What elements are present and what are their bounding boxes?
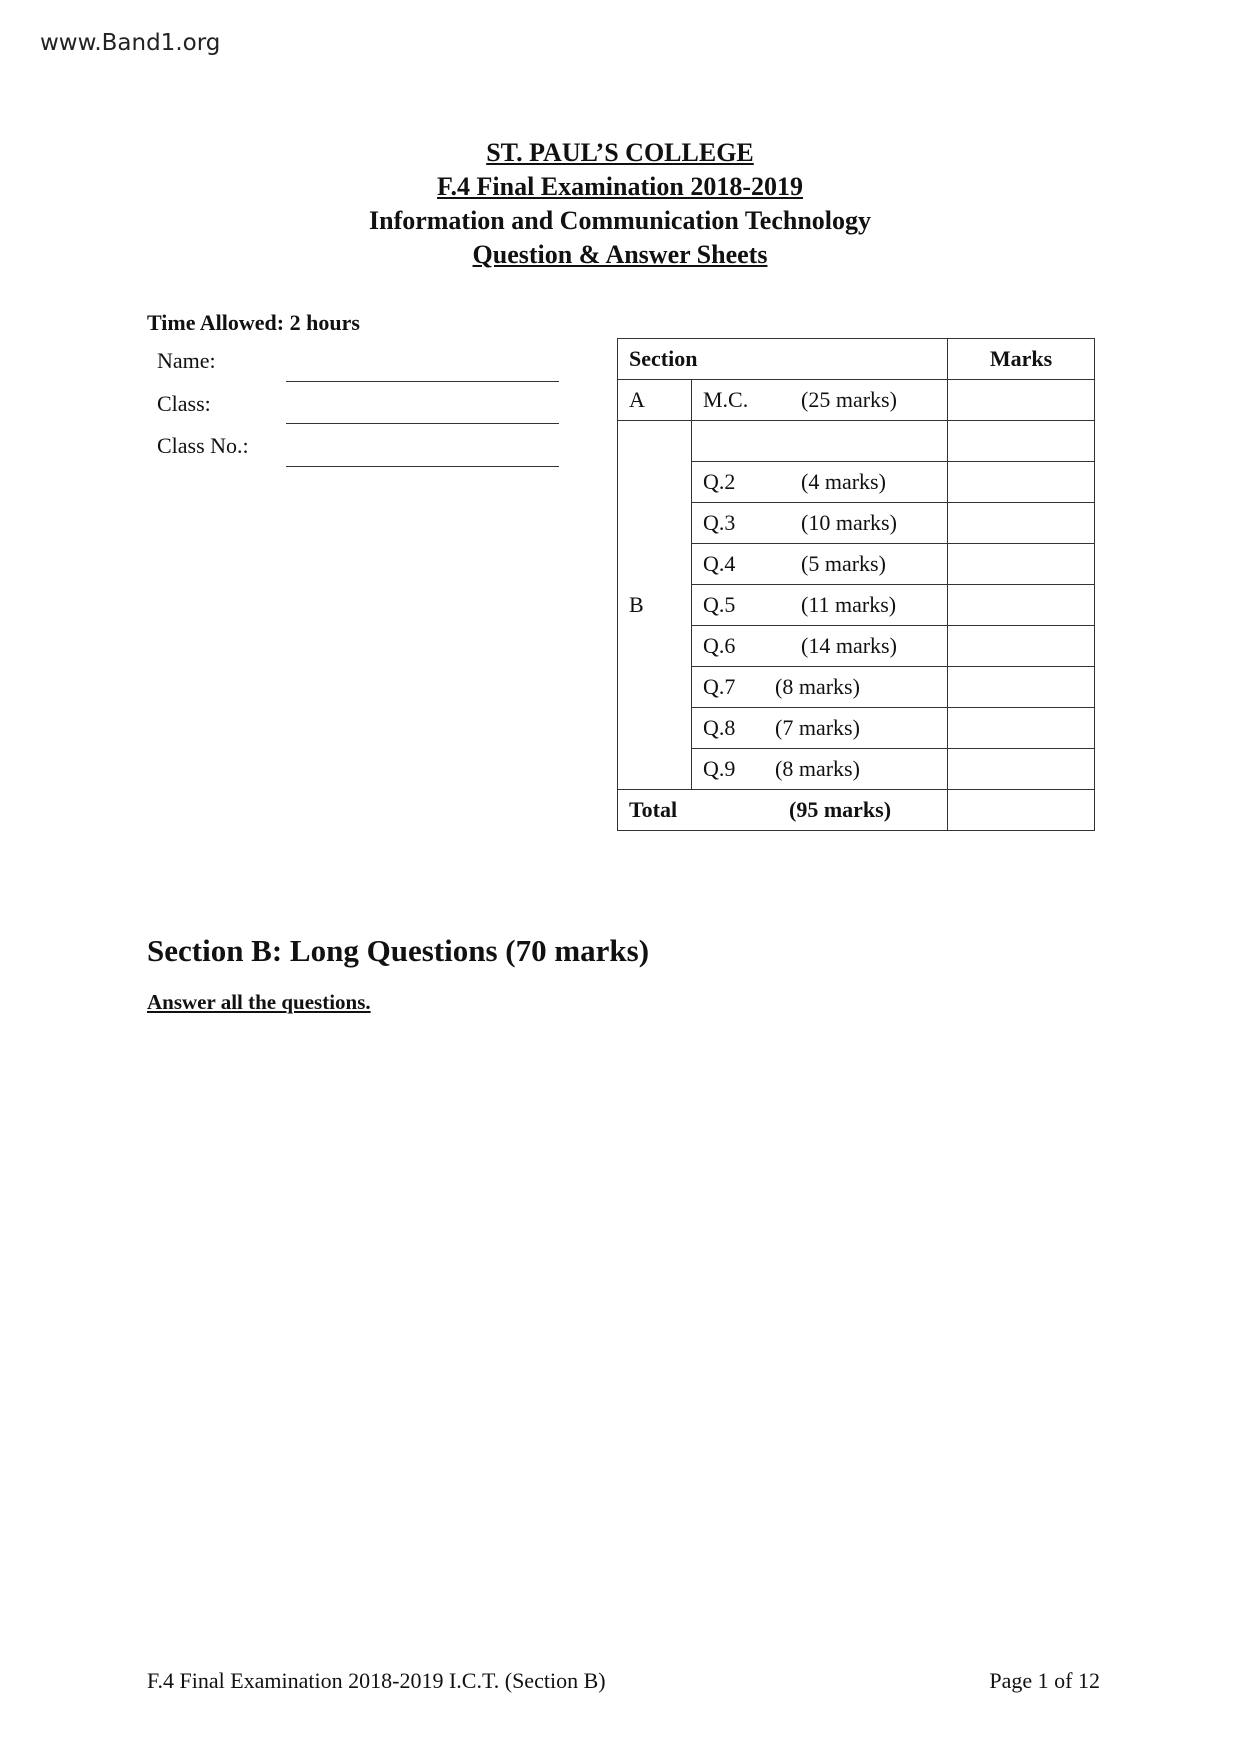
marks-cell[interactable] xyxy=(948,585,1095,626)
school-name: ST. PAUL’S COLLEGE xyxy=(486,138,754,167)
instruction: Answer all the questions. xyxy=(147,990,371,1014)
marks-cell[interactable] xyxy=(948,503,1095,544)
total-marks-cell[interactable] xyxy=(948,790,1095,831)
question-cell: Q.8 (7 marks) xyxy=(692,708,948,749)
total-cell: Total (95 marks) xyxy=(618,790,948,831)
footer-left: F.4 Final Examination 2018-2019 I.C.T. (Section B) xyxy=(147,1668,606,1693)
table-header-row xyxy=(618,339,1095,380)
marks-cell[interactable] xyxy=(948,380,1095,421)
marks-header: Marks xyxy=(948,339,1095,380)
marks-cell[interactable] xyxy=(948,421,1095,462)
question-cell: Q.7 (8 marks) xyxy=(692,667,948,708)
page-number: Page 1 of 12 xyxy=(989,1668,1100,1693)
subject-name: Information and Communication Technology xyxy=(368,206,872,235)
marks-cell[interactable] xyxy=(948,667,1095,708)
name-line[interactable] xyxy=(286,381,559,382)
marks-cell[interactable] xyxy=(948,626,1095,667)
class-no-label: Class No.: xyxy=(157,433,249,458)
question-cell: Q.3 (10 marks) xyxy=(692,503,948,544)
question-cell: Q.4 (5 marks) xyxy=(692,544,948,585)
section-b-label: B xyxy=(618,421,692,790)
marks-cell[interactable] xyxy=(948,462,1095,503)
class-label: Class: xyxy=(157,391,211,416)
question-cell: Q.5 (11 marks) xyxy=(692,585,948,626)
table-row xyxy=(618,380,1095,421)
class-no-line[interactable] xyxy=(286,466,559,467)
class-line[interactable] xyxy=(286,423,559,424)
table-row xyxy=(618,421,1095,462)
marks-cell[interactable] xyxy=(948,749,1095,790)
section-a-label: A xyxy=(618,380,692,421)
watermark: www.Band1.org xyxy=(40,30,221,56)
marks-cell[interactable] xyxy=(948,708,1095,749)
question-cell: Q.6 (14 marks) xyxy=(692,626,948,667)
name-label: Name: xyxy=(157,348,216,373)
question-cell: Q.9 (8 marks) xyxy=(692,749,948,790)
section-header: Section xyxy=(618,339,948,380)
total-row xyxy=(618,790,1095,831)
question-cell: Q.2 (4 marks) xyxy=(692,462,948,503)
marks-table xyxy=(617,338,1095,831)
marks-cell[interactable] xyxy=(948,544,1095,585)
exam-name: F.4 Final Examination 2018-2019 xyxy=(437,172,803,201)
question-cell xyxy=(692,421,948,462)
time-allowed: Time Allowed: 2 hours xyxy=(147,310,360,335)
section-heading: Section B: Long Questions (70 marks) xyxy=(147,933,650,968)
section-a-item: M.C. (25 marks) xyxy=(692,380,948,421)
title-block xyxy=(0,136,1240,272)
document-type: Question & Answer Sheets xyxy=(472,240,768,269)
